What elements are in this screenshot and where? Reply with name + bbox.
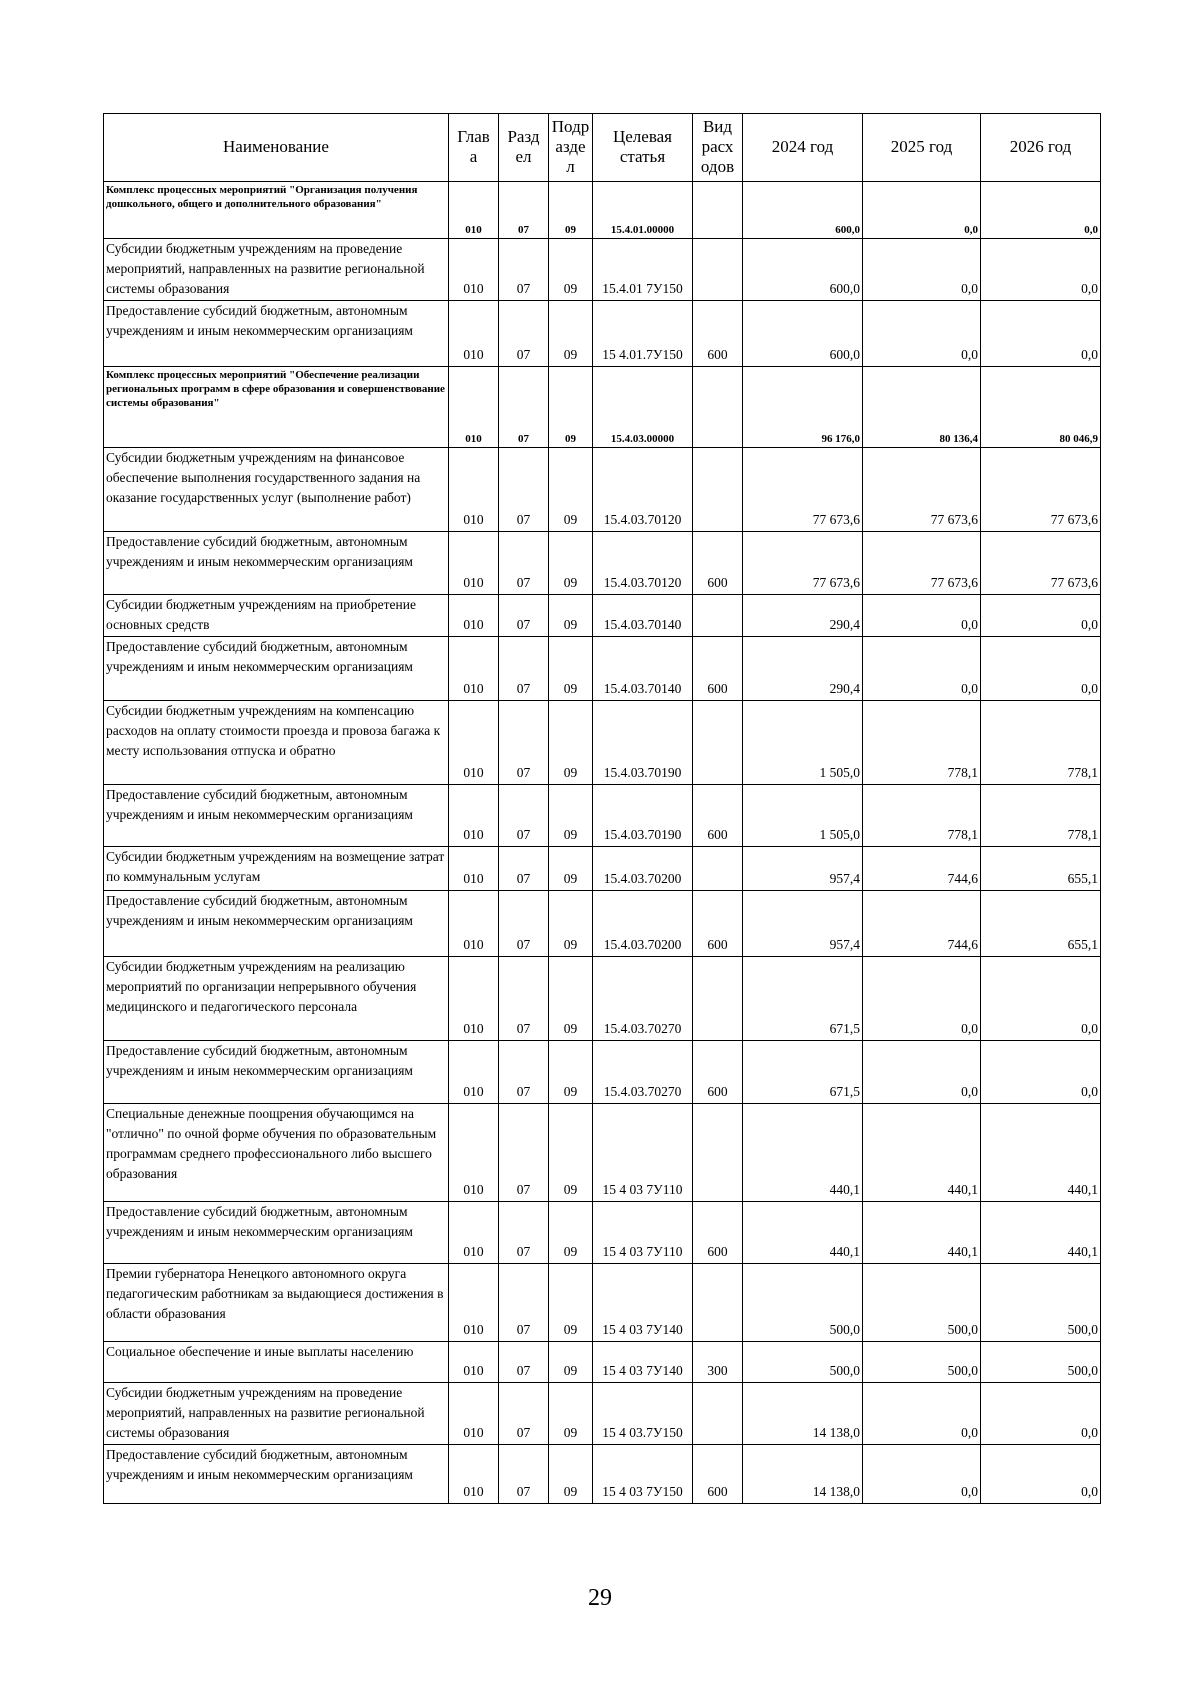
cell-vid: 600 xyxy=(693,532,743,595)
cell-article: 15.4.03.70200 xyxy=(593,847,693,891)
cell-y2024: 14 138,0 xyxy=(743,1445,863,1504)
cell-vid: 600 xyxy=(693,301,743,367)
header-glava: Глав а xyxy=(449,114,499,182)
cell-y2026: 500,0 xyxy=(981,1342,1101,1383)
cell-y2025: 0,0 xyxy=(863,1383,981,1445)
cell-vid xyxy=(693,367,743,448)
cell-vid xyxy=(693,1383,743,1445)
table-row xyxy=(104,847,1101,891)
cell-vid xyxy=(693,957,743,1041)
cell-razdel: 07 xyxy=(499,847,549,891)
cell-name: Субсидии бюджетным учреждениям на проведение мероприятий, направленных на развитие региональной системы образования xyxy=(104,239,449,301)
cell-podrazdel: 09 xyxy=(549,1264,593,1342)
table-row xyxy=(104,701,1101,785)
cell-y2025: 0,0 xyxy=(863,957,981,1041)
table-row xyxy=(104,1383,1101,1445)
cell-y2025: 440,1 xyxy=(863,1202,981,1264)
cell-glava: 010 xyxy=(449,785,499,847)
header-row xyxy=(104,114,1101,182)
cell-y2025: 77 673,6 xyxy=(863,448,981,532)
cell-podrazdel: 09 xyxy=(549,1104,593,1202)
cell-article: 15.4.03.70190 xyxy=(593,785,693,847)
cell-name: Премии губернатора Ненецкого автономного округа педагогическим работникам за выдающиеся достижения в области образования xyxy=(104,1264,449,1342)
cell-name: Предоставление субсидий бюджетным, автономным учреждениям и иным некоммерческим организациям xyxy=(104,1202,449,1264)
cell-name: Предоставление субсидий бюджетным, автономным учреждениям и иным некоммерческим организациям xyxy=(104,637,449,701)
cell-razdel: 07 xyxy=(499,595,549,637)
cell-razdel: 07 xyxy=(499,701,549,785)
cell-glava: 010 xyxy=(449,595,499,637)
table-row xyxy=(104,532,1101,595)
cell-y2024: 600,0 xyxy=(743,301,863,367)
cell-y2025: 0,0 xyxy=(863,1445,981,1504)
cell-vid: 600 xyxy=(693,1445,743,1504)
cell-glava: 010 xyxy=(449,1104,499,1202)
cell-razdel: 07 xyxy=(499,1041,549,1104)
cell-glava: 010 xyxy=(449,367,499,448)
cell-glava: 010 xyxy=(449,301,499,367)
cell-name: Субсидии бюджетным учреждениям на компенсацию расходов на оплату стоимости проезда и провоза багажа к месту использования отпуска и обратно xyxy=(104,701,449,785)
cell-y2026: 77 673,6 xyxy=(981,532,1101,595)
cell-y2026: 0,0 xyxy=(981,1445,1101,1504)
cell-vid xyxy=(693,1264,743,1342)
cell-y2024: 14 138,0 xyxy=(743,1383,863,1445)
page-number: 29 xyxy=(588,1585,612,1611)
cell-name: Специальные денежные поощрения обучающимся на "отлично" по очной форме обучения по образовательным программам среднего профессионального либо высшего образования xyxy=(104,1104,449,1202)
table-row xyxy=(104,1202,1101,1264)
cell-vid xyxy=(693,239,743,301)
cell-article: 15.4.03.00000 xyxy=(593,367,693,448)
cell-podrazdel: 09 xyxy=(549,957,593,1041)
cell-y2025: 500,0 xyxy=(863,1264,981,1342)
cell-name: Субсидии бюджетным учреждениям на финансовое обеспечение выполнения государственного задания на оказание государственных услуг (выполнение работ) xyxy=(104,448,449,532)
cell-podrazdel: 09 xyxy=(549,1041,593,1104)
cell-y2025: 0,0 xyxy=(863,182,981,239)
cell-razdel: 07 xyxy=(499,1383,549,1445)
cell-article: 15 4 03.7У150 xyxy=(593,1383,693,1445)
cell-y2025: 744,6 xyxy=(863,847,981,891)
cell-name: Комплекс процессных мероприятий "Обеспечение реализации региональных программ в сфере образования и совершенствование системы образования" xyxy=(104,367,449,448)
cell-vid xyxy=(693,182,743,239)
cell-name: Предоставление субсидий бюджетным, автономным учреждениям и иным некоммерческим организациям xyxy=(104,785,449,847)
cell-vid xyxy=(693,595,743,637)
cell-y2024: 440,1 xyxy=(743,1104,863,1202)
cell-vid xyxy=(693,847,743,891)
header-2026: 2026 год xyxy=(981,114,1101,182)
cell-y2024: 290,4 xyxy=(743,595,863,637)
table-row xyxy=(104,1342,1101,1383)
cell-y2026: 500,0 xyxy=(981,1264,1101,1342)
cell-article: 15.4.03.70270 xyxy=(593,957,693,1041)
cell-podrazdel: 09 xyxy=(549,637,593,701)
cell-glava: 010 xyxy=(449,637,499,701)
cell-article: 15 4 03 7У110 xyxy=(593,1202,693,1264)
table-row xyxy=(104,367,1101,448)
cell-y2024: 671,5 xyxy=(743,957,863,1041)
cell-razdel: 07 xyxy=(499,785,549,847)
cell-podrazdel: 09 xyxy=(549,891,593,957)
cell-y2024: 957,4 xyxy=(743,891,863,957)
cell-article: 15.4.03.70190 xyxy=(593,701,693,785)
cell-y2024: 671,5 xyxy=(743,1041,863,1104)
cell-y2024: 1 505,0 xyxy=(743,701,863,785)
cell-glava: 010 xyxy=(449,1342,499,1383)
cell-name: Субсидии бюджетным учреждениям на приобретение основных средств xyxy=(104,595,449,637)
cell-glava: 010 xyxy=(449,182,499,239)
cell-name: Предоставление субсидий бюджетным, автономным учреждениям и иным некоммерческим организациям xyxy=(104,891,449,957)
table-row xyxy=(104,239,1101,301)
cell-y2025: 77 673,6 xyxy=(863,532,981,595)
cell-y2025: 778,1 xyxy=(863,785,981,847)
cell-y2025: 80 136,4 xyxy=(863,367,981,448)
cell-podrazdel: 09 xyxy=(549,301,593,367)
cell-vid xyxy=(693,701,743,785)
cell-glava: 010 xyxy=(449,957,499,1041)
cell-podrazdel: 09 xyxy=(549,1202,593,1264)
cell-razdel: 07 xyxy=(499,957,549,1041)
cell-vid: 600 xyxy=(693,891,743,957)
cell-name: Предоставление субсидий бюджетным, автономным учреждениям и иным некоммерческим организациям xyxy=(104,301,449,367)
cell-podrazdel: 09 xyxy=(549,182,593,239)
cell-razdel: 07 xyxy=(499,1342,549,1383)
cell-name: Предоставление субсидий бюджетным, автономным учреждениям и иным некоммерческим организациям xyxy=(104,1041,449,1104)
cell-podrazdel: 09 xyxy=(549,595,593,637)
cell-article: 15 4.01.7У150 xyxy=(593,301,693,367)
cell-y2024: 500,0 xyxy=(743,1342,863,1383)
header-vid: Вид расх одов xyxy=(693,114,743,182)
cell-razdel: 07 xyxy=(499,1104,549,1202)
header-2024: 2024 год xyxy=(743,114,863,182)
cell-glava: 010 xyxy=(449,701,499,785)
cell-podrazdel: 09 xyxy=(549,532,593,595)
cell-razdel: 07 xyxy=(499,532,549,595)
cell-y2024: 77 673,6 xyxy=(743,532,863,595)
cell-y2025: 0,0 xyxy=(863,595,981,637)
cell-article: 15.4.03.70120 xyxy=(593,448,693,532)
cell-razdel: 07 xyxy=(499,891,549,957)
cell-podrazdel: 09 xyxy=(549,785,593,847)
cell-article: 15.4.03.70120 xyxy=(593,532,693,595)
cell-glava: 010 xyxy=(449,532,499,595)
cell-name: Комплекс процессных мероприятий "Организация получения дошкольного, общего и дополнительного образования" xyxy=(104,182,449,239)
cell-article: 15.4.03.70200 xyxy=(593,891,693,957)
cell-y2025: 0,0 xyxy=(863,637,981,701)
cell-glava: 010 xyxy=(449,1041,499,1104)
cell-glava: 010 xyxy=(449,448,499,532)
cell-y2026: 0,0 xyxy=(981,957,1101,1041)
table-row xyxy=(104,785,1101,847)
cell-y2026: 0,0 xyxy=(981,182,1101,239)
cell-y2026: 77 673,6 xyxy=(981,448,1101,532)
cell-vid xyxy=(693,1104,743,1202)
cell-name: Социальное обеспечение и иные выплаты населению xyxy=(104,1342,449,1383)
cell-razdel: 07 xyxy=(499,1445,549,1504)
cell-glava: 010 xyxy=(449,891,499,957)
cell-y2024: 77 673,6 xyxy=(743,448,863,532)
cell-podrazdel: 09 xyxy=(549,1383,593,1445)
cell-y2025: 744,6 xyxy=(863,891,981,957)
cell-article: 15.4.03.70270 xyxy=(593,1041,693,1104)
cell-podrazdel: 09 xyxy=(549,701,593,785)
cell-y2024: 96 176,0 xyxy=(743,367,863,448)
budget-table xyxy=(103,113,1101,1504)
cell-y2026: 0,0 xyxy=(981,301,1101,367)
header-2025: 2025 год xyxy=(863,114,981,182)
cell-vid: 300 xyxy=(693,1342,743,1383)
cell-glava: 010 xyxy=(449,1445,499,1504)
table-row xyxy=(104,595,1101,637)
cell-vid: 600 xyxy=(693,785,743,847)
cell-y2026: 0,0 xyxy=(981,595,1101,637)
cell-vid xyxy=(693,448,743,532)
cell-y2025: 440,1 xyxy=(863,1104,981,1202)
cell-article: 15.4.03.70140 xyxy=(593,637,693,701)
cell-y2026: 0,0 xyxy=(981,1041,1101,1104)
cell-y2024: 440,1 xyxy=(743,1202,863,1264)
cell-article: 15 4 03 7У150 xyxy=(593,1445,693,1504)
cell-y2024: 600,0 xyxy=(743,182,863,239)
cell-podrazdel: 09 xyxy=(549,239,593,301)
cell-y2025: 0,0 xyxy=(863,1041,981,1104)
cell-name: Предоставление субсидий бюджетным, автономным учреждениям и иным некоммерческим организациям xyxy=(104,532,449,595)
cell-glava: 010 xyxy=(449,847,499,891)
cell-podrazdel: 09 xyxy=(549,1342,593,1383)
cell-article: 15 4 03 7У140 xyxy=(593,1264,693,1342)
cell-article: 15 4 03 7У140 xyxy=(593,1342,693,1383)
cell-name: Субсидии бюджетным учреждениям на проведение мероприятий, направленных на развитие региональной системы образования xyxy=(104,1383,449,1445)
cell-razdel: 07 xyxy=(499,1202,549,1264)
table-row xyxy=(104,1104,1101,1202)
cell-podrazdel: 09 xyxy=(549,367,593,448)
cell-razdel: 07 xyxy=(499,637,549,701)
cell-y2026: 778,1 xyxy=(981,701,1101,785)
cell-y2026: 440,1 xyxy=(981,1202,1101,1264)
table-row xyxy=(104,301,1101,367)
header-razdel: Разд ел xyxy=(499,114,549,182)
table-row xyxy=(104,957,1101,1041)
cell-y2024: 600,0 xyxy=(743,239,863,301)
cell-podrazdel: 09 xyxy=(549,448,593,532)
cell-razdel: 07 xyxy=(499,367,549,448)
header-article: Целевая статья xyxy=(593,114,693,182)
cell-y2026: 440,1 xyxy=(981,1104,1101,1202)
cell-y2026: 80 046,9 xyxy=(981,367,1101,448)
cell-article: 15.4.01 7У150 xyxy=(593,239,693,301)
table-row xyxy=(104,891,1101,957)
table-row xyxy=(104,637,1101,701)
cell-y2026: 655,1 xyxy=(981,847,1101,891)
table-row xyxy=(104,1264,1101,1342)
table-row xyxy=(104,182,1101,239)
cell-y2026: 0,0 xyxy=(981,1383,1101,1445)
cell-y2025: 500,0 xyxy=(863,1342,981,1383)
cell-razdel: 07 xyxy=(499,1264,549,1342)
cell-y2024: 957,4 xyxy=(743,847,863,891)
cell-vid: 600 xyxy=(693,637,743,701)
cell-glava: 010 xyxy=(449,239,499,301)
cell-razdel: 07 xyxy=(499,448,549,532)
cell-name: Субсидии бюджетным учреждениям на реализацию мероприятий по организации непрерывного обучения медицинского и педагогического персонала xyxy=(104,957,449,1041)
table-row xyxy=(104,448,1101,532)
cell-razdel: 07 xyxy=(499,239,549,301)
cell-glava: 010 xyxy=(449,1264,499,1342)
cell-y2024: 1 505,0 xyxy=(743,785,863,847)
cell-y2025: 0,0 xyxy=(863,239,981,301)
cell-razdel: 07 xyxy=(499,301,549,367)
cell-razdel: 07 xyxy=(499,182,549,239)
cell-y2024: 500,0 xyxy=(743,1264,863,1342)
cell-name: Предоставление субсидий бюджетным, автономным учреждениям и иным некоммерческим организациям xyxy=(104,1445,449,1504)
cell-vid: 600 xyxy=(693,1202,743,1264)
cell-y2026: 0,0 xyxy=(981,239,1101,301)
cell-article: 15.4.03.70140 xyxy=(593,595,693,637)
cell-glava: 010 xyxy=(449,1383,499,1445)
cell-y2026: 655,1 xyxy=(981,891,1101,957)
cell-y2026: 778,1 xyxy=(981,785,1101,847)
cell-podrazdel: 09 xyxy=(549,847,593,891)
cell-glava: 010 xyxy=(449,1202,499,1264)
header-podrazdel: Подр азде л xyxy=(549,114,593,182)
cell-article: 15.4.01.00000 xyxy=(593,182,693,239)
cell-article: 15 4 03 7У110 xyxy=(593,1104,693,1202)
cell-y2024: 290,4 xyxy=(743,637,863,701)
cell-vid: 600 xyxy=(693,1041,743,1104)
cell-name: Субсидии бюджетным учреждениям на возмещение затрат по коммунальным услугам xyxy=(104,847,449,891)
header-name: Наименование xyxy=(104,114,449,182)
cell-podrazdel: 09 xyxy=(549,1445,593,1504)
cell-y2025: 778,1 xyxy=(863,701,981,785)
cell-y2026: 0,0 xyxy=(981,637,1101,701)
table-row xyxy=(104,1445,1101,1504)
cell-y2025: 0,0 xyxy=(863,301,981,367)
table-row xyxy=(104,1041,1101,1104)
